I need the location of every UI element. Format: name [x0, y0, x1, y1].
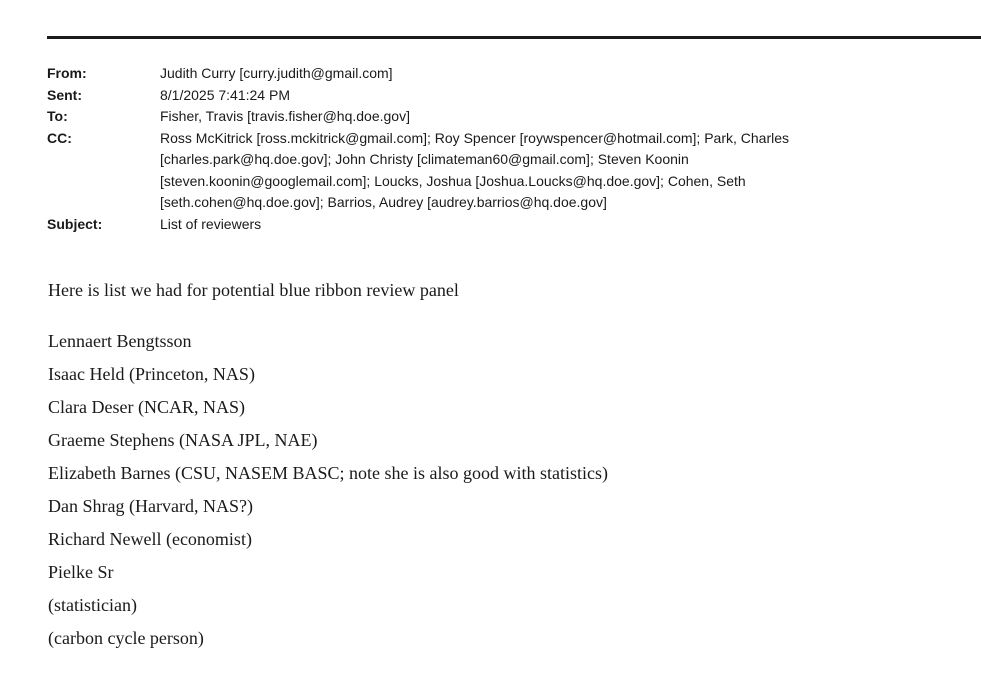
list-item: (statistician) [48, 595, 137, 615]
from-row [47, 63, 947, 85]
email-header [47, 63, 947, 235]
from-value: Judith Curry [curry.judith@gmail.com] [160, 65, 393, 81]
list-item: Dan Shrag (Harvard, NAS?) [48, 496, 253, 516]
cc-line: [seth.cohen@hq.doe.gov]; Barrios, Audrey [audrey.barrios@hq.doe.gov] [160, 194, 607, 210]
cc-label: CC: [47, 129, 72, 146]
cc-line: Ross McKitrick [ross.mckitrick@gmail.com]; Roy Spencer [roywspencer@hotmail.com]; Park, Charles [160, 129, 790, 146]
cc-line: [steven.koonin@googlemail.com]; Loucks, Joshua [Joshua.Loucks@hq.doe.gov]; Cohen, Seth [160, 172, 746, 189]
sent-value: 8/1/2025 7:41:24 PM [160, 86, 290, 103]
subject-value: List of reviewers [160, 215, 262, 232]
cc-row [47, 128, 947, 214]
sent-label: Sent: [47, 86, 82, 103]
list-item: Graeme Stephens (NASA JPL, NAE) [48, 430, 318, 450]
intro-text: Here is list we had for potential blue ribbon review panel [48, 280, 459, 300]
top-divider [47, 36, 981, 39]
subject-row [47, 214, 947, 236]
to-label: To: [47, 108, 68, 124]
list-item: (carbon cycle person) [48, 628, 204, 648]
to-row [47, 106, 947, 128]
cc-value [160, 128, 900, 214]
reviewer-list [48, 325, 608, 655]
to-value: Fisher, Travis [travis.fisher@hq.doe.gov] [160, 108, 410, 124]
list-item: Richard Newell (economist) [48, 529, 252, 549]
list-item: Pielke Sr [48, 562, 114, 582]
list-item: Lennaert Bengtsson [48, 331, 192, 351]
subject-label: Subject: [47, 215, 103, 232]
cc-line: [charles.park@hq.doe.gov]; John Christy [climateman60@gmail.com]; Steven Koonin [160, 151, 689, 167]
email-body [48, 278, 948, 648]
from-label: From: [47, 65, 87, 81]
list-item: Clara Deser (NCAR, NAS) [48, 397, 245, 417]
list-item: Isaac Held (Princeton, NAS) [48, 364, 255, 384]
list-item: Elizabeth Barnes (CSU, NASEM BASC; note she is also good with statistics) [48, 463, 608, 483]
sent-row [47, 85, 947, 107]
